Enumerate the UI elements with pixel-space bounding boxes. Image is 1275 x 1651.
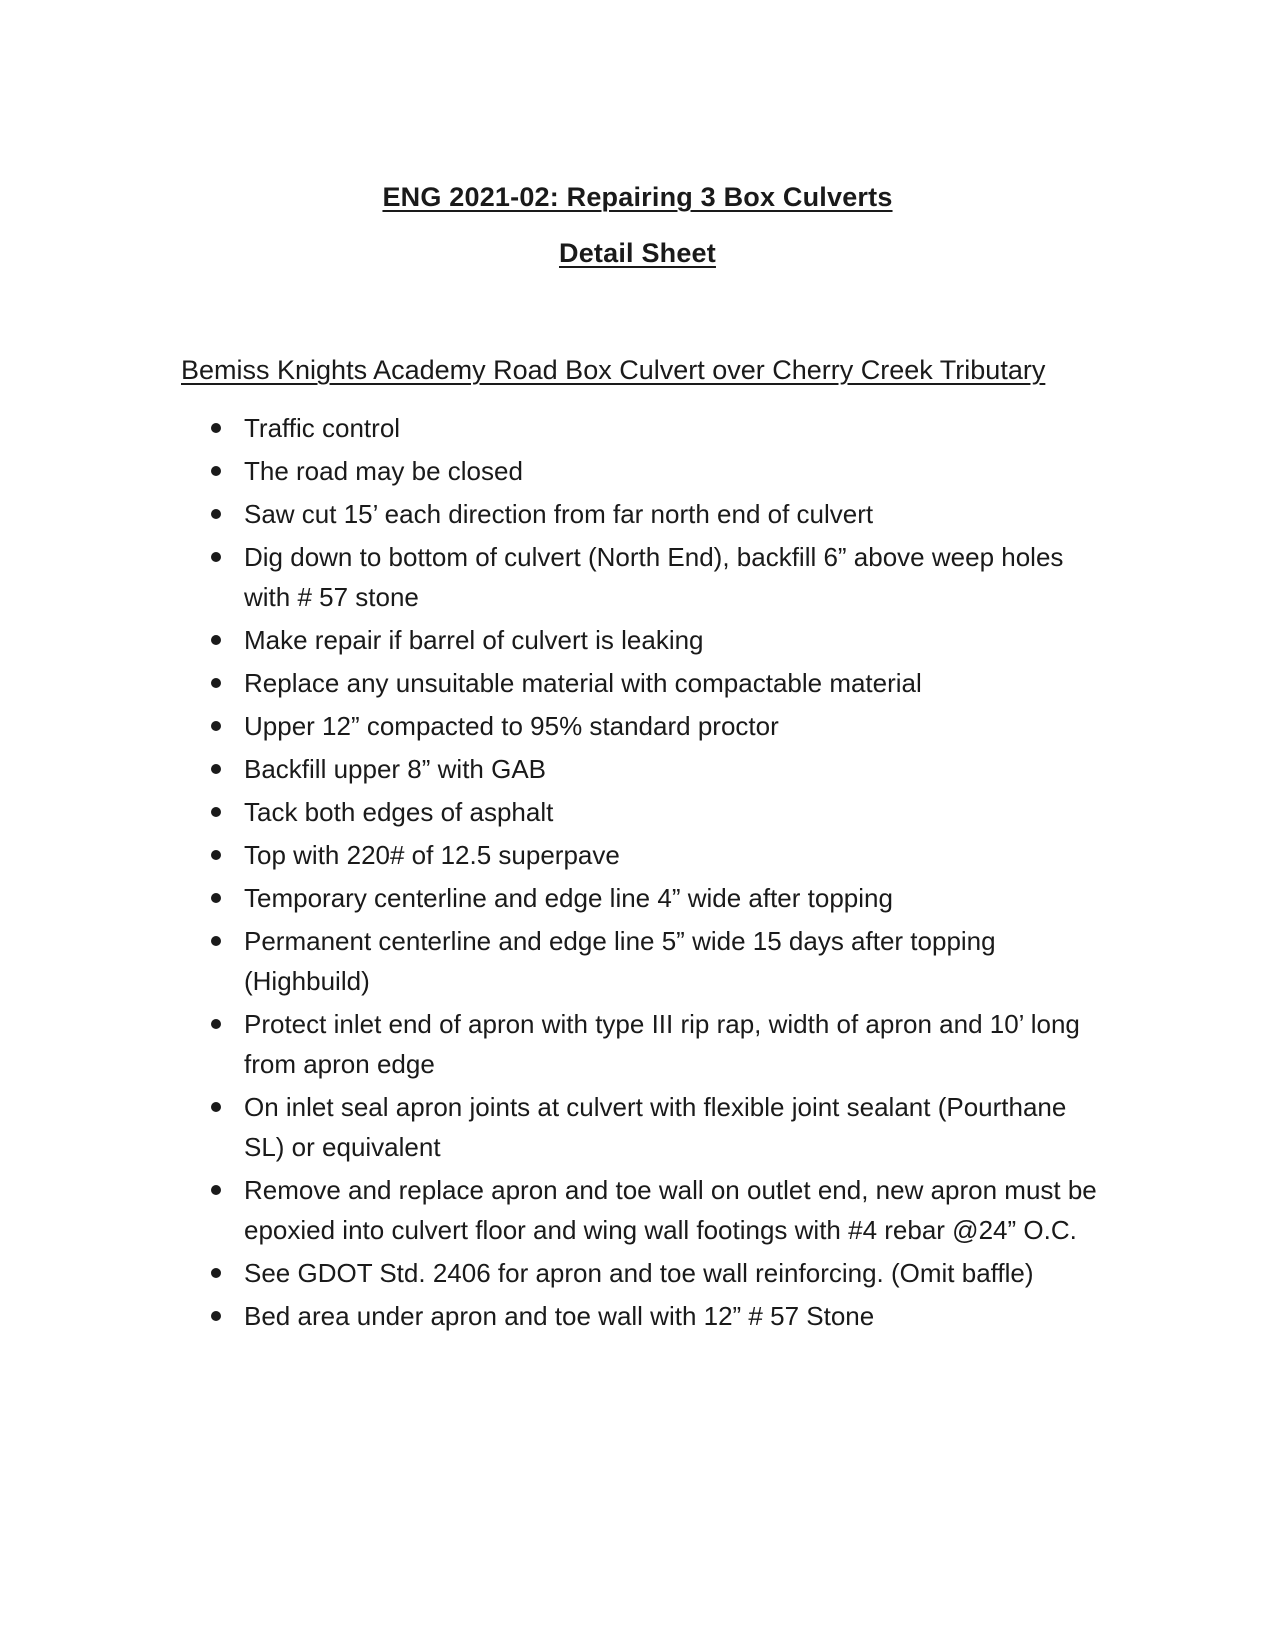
bullet-icon xyxy=(211,1019,221,1029)
bullet-icon xyxy=(211,678,221,688)
requirements-list xyxy=(207,408,1107,1339)
list-item xyxy=(207,921,1107,1001)
bullet-icon xyxy=(211,552,221,562)
list-item xyxy=(207,620,1107,660)
bullet-icon xyxy=(211,1268,221,1278)
list-item-text: Permanent centerline and edge line 5” wide 15 days after topping (Highbuild) xyxy=(244,926,996,996)
section-heading: Bemiss Knights Academy Road Box Culvert over Cherry Creek Tributary xyxy=(181,355,1046,385)
list-item xyxy=(207,1087,1107,1167)
list-item xyxy=(207,749,1107,789)
list-item xyxy=(207,792,1107,832)
list-item-text: Temporary centerline and edge line 4” wide after topping xyxy=(244,883,893,913)
bullet-icon xyxy=(211,721,221,731)
bullet-icon xyxy=(211,1102,221,1112)
document-subtitle-text: Detail Sheet xyxy=(559,238,716,268)
list-item xyxy=(207,1170,1107,1250)
bullet-icon xyxy=(211,1185,221,1195)
document-title xyxy=(0,182,1275,213)
bullet-icon xyxy=(211,635,221,645)
list-item xyxy=(207,408,1107,448)
bullet-icon xyxy=(211,1311,221,1321)
document-subtitle xyxy=(0,238,1275,269)
list-item-text: Traffic control xyxy=(244,413,401,443)
bullet-icon xyxy=(211,466,221,476)
list-item-text: Tack both edges of asphalt xyxy=(244,797,554,827)
list-item-text: Dig down to bottom of culvert (North End), backfill 6” above weep holes with # 57 stone xyxy=(244,542,1064,612)
list-item-text: Backfill upper 8” with GAB xyxy=(244,754,547,784)
bullet-icon xyxy=(211,893,221,903)
list-item xyxy=(207,451,1107,491)
list-item-text: Make repair if barrel of culvert is leaking xyxy=(244,625,704,655)
list-item-text: Saw cut 15’ each direction from far north end of culvert xyxy=(244,499,874,529)
list-item xyxy=(207,663,1107,703)
list-item xyxy=(207,537,1107,617)
list-item xyxy=(207,878,1107,918)
list-item xyxy=(207,1253,1107,1293)
bullet-icon xyxy=(211,807,221,817)
list-item-text: Bed area under apron and toe wall with 12” # 57 Stone xyxy=(244,1301,875,1331)
list-item-text: On inlet seal apron joints at culvert with flexible joint sealant (Pourthane SL) or equivalent xyxy=(244,1092,1067,1162)
bullet-icon xyxy=(211,423,221,433)
list-item-text: Protect inlet end of apron with type III rip rap, width of apron and 10’ long from apron edge xyxy=(244,1009,1080,1079)
bullet-icon xyxy=(211,850,221,860)
bullet-icon xyxy=(211,764,221,774)
list-item xyxy=(207,1296,1107,1336)
list-item-text: The road may be closed xyxy=(244,456,523,486)
list-item xyxy=(207,835,1107,875)
list-item-text: Replace any unsuitable material with compactable material xyxy=(244,668,922,698)
list-item-text: Remove and replace apron and toe wall on outlet end, new apron must be epoxied into culvert floor and wing wall footings with #4 rebar @24” O.C. xyxy=(244,1175,1097,1245)
bullet-icon xyxy=(211,509,221,519)
list-item xyxy=(207,706,1107,746)
bullet-icon xyxy=(211,936,221,946)
list-item-text: Upper 12” compacted to 95% standard proctor xyxy=(244,711,779,741)
document-title-text: ENG 2021-02: Repairing 3 Box Culverts xyxy=(382,182,893,212)
list-item xyxy=(207,1004,1107,1084)
list-item-text: Top with 220# of 12.5 superpave xyxy=(244,840,620,870)
list-item xyxy=(207,494,1107,534)
list-item-text: See GDOT Std. 2406 for apron and toe wall reinforcing. (Omit baffle) xyxy=(244,1258,1034,1288)
